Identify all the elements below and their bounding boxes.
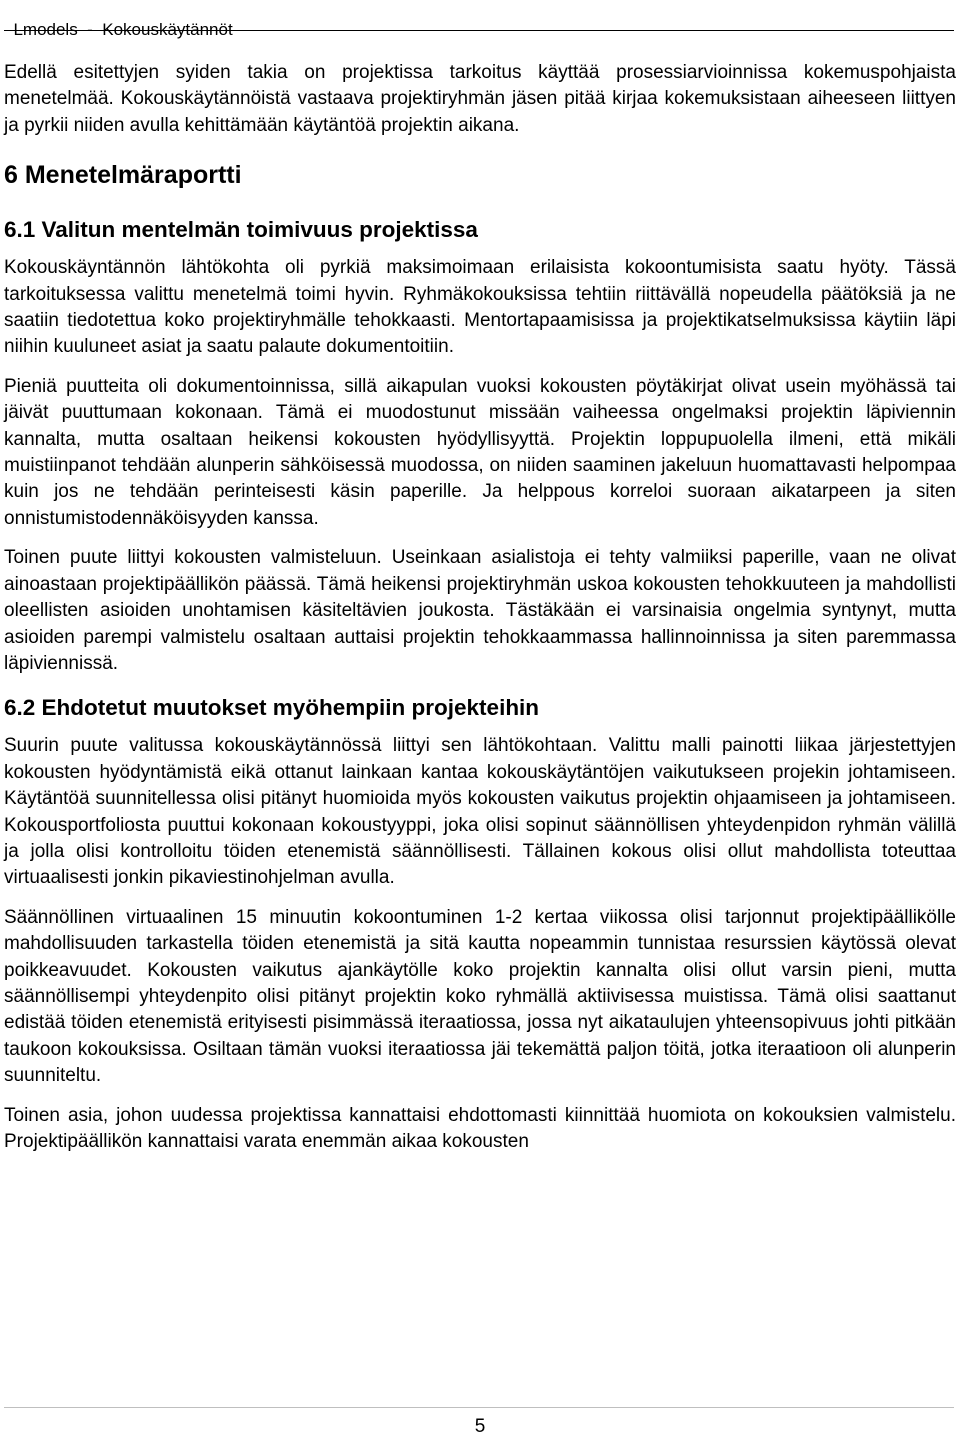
running-title: Lmodels - Kokouskäytännöt	[13, 20, 233, 39]
paragraph: Suurin puute valitussa kokouskäytännössä liittyi sen lähtökohtaan. Valittu malli painotti liikaa järjestettyjen kokousten hyödyntämistä eikä ottanut lainkaan kantaa kokouskäytäntöjen vaikutukseen projekin johtamiseen. Käytäntöä suunnitellessa olisi pitänyt huomioida myös kokousten vaikutus projektin ohjaamiseen ja johtamiseen. Kokousportfoliosta puuttui kokonaan kokoustyyppi, joka olisi sopinut säännöllisen yhteydenpidon ryhmän välillä ja jolla olisi kontrolloitu töiden etenemistä säännöllisesti. Tällainen kokous olisi ollut mahdollista toteuttaa virtuaalisesti jonkin pikaviestinohjelman avulla.	[4, 735, 956, 889]
heading-section-6: 6 Menetelmäraportti	[4, 161, 242, 190]
page-number: 5	[474, 1416, 486, 1437]
paragraph: Toinen asia, johon uudessa projektissa kannattaisi ehdottomasti kiinnittää huomiota on kokouksien valmistelu. Projektipäällikön kannattaisi varata enemmän aikaa kokousten	[4, 1104, 956, 1152]
document-body	[4, 60, 956, 1168]
heading-section-6-2: 6.2 Ehdotetut muutokset myöhempiin projekteihin	[4, 695, 540, 721]
heading-section-6-1: 6.1 Valitun mentelmän toimivuus projektissa	[4, 217, 478, 243]
paragraph: Kokouskäyntännön lähtökohta oli pyrkiä maksimoimaan erilaisista kokoontumisista saatu hyöty. Tässä tarkoituksessa valittu menetelmä toimi hyvin. Ryhmäkokouksissa tehtiin riittävällä nopeudella päätöksiä ja ne saatiin tiedotettua koko projektiryhmälle tehokkaasti. Mentortapaamisissa ja projektikatselmuksissa käytiin läpi niihin kuuluneet asiat ja saatu palaute dokumentoitiin.	[4, 257, 956, 358]
intro-paragraph: Edellä esitettyjen syiden takia on projektissa tarkoitus käyttää prosessiarvioinnissa kokemuspohjaista menetelmää. Kokouskäytännöistä vastaava projektiryhmän jäsen pitää kirjaa kokemuksistaan aiheeseen liittyen ja pyrkii niiden avulla kehittämään käytäntöä projektin aikana.	[4, 62, 956, 136]
paragraph: Toinen puute liittyi kokousten valmisteluun. Useinkaan asialistoja ei tehty valmiiksi paperille, vaan ne olivat ainoastaan projektipäällikön päässä. Tämä heikensi projektiryhmän uskoa kokousten tehokkuuteen ja mahdollisti oleellisten asioiden unohtamisen käsiteltävien joukosta. Tästäkään ei varsinaisia ongelmia syntynyt, mutta asioiden parempi valmistelu osaltaan auttaisi projektin tehokkaammassa hallinnoinnissa ja siten paremmassa läpiviennissä.	[4, 547, 956, 674]
page-header	[4, 0, 954, 39]
footer-rule	[4, 1407, 954, 1408]
paragraph: Säännöllinen virtuaalinen 15 minuutin kokoontuminen 1-2 kertaa viikossa olisi tarjonnut projektipäällikölle mahdollisuuden tarkastella töiden etenemistä ja sitä kautta nopeammin tunnistaa resurssien käytössä olevat poikkeavuudet. Kokousten vaikutus ajankäytölle koko projektin kannalta olisi ollut varsin pieni, mutta säännöllisempi yhteydenpito olisi pitänyt projektin koko ryhmällä aktiivisessa muistissa. Tämä olisi saattanut edistää töiden etenemistä erityisesti pisimmässä iteraatiossa, jossa nyt aikataulujen yhteensopivuus johti pitkään taukoon kokouksissa. Osiltaan tämän vuoksi iteraatiossa jäi tekemättä paljon töitä, jotka iteraatioon oli alunperin suunniteltu.	[4, 906, 956, 1087]
paragraph: Pieniä puutteita oli dokumentoinnissa, sillä aikapulan vuoksi kokousten pöytäkirjat olivat usein myöhässä tai jäivät puuttumaan kokonaan. Tämä ei muodostunut missään vaiheessa ongelmaksi projektin läpiviennin kannalta, mutta osaltaan heikensi kokousten hyödyllisyyttä. Projektin loppupuolella ilmeni, että mikäli muistiinpanot tehdään alunperin sähköisessä muodossa, on niiden saaminen jakeluun huomattavasti helpompaa kuin jos ne tehdään perinteisesti käsin paperille. Ja helppous korreloi suoraan aikatarpeen ja siten onnistumistodennäköisyyden kanssa.	[4, 375, 956, 529]
